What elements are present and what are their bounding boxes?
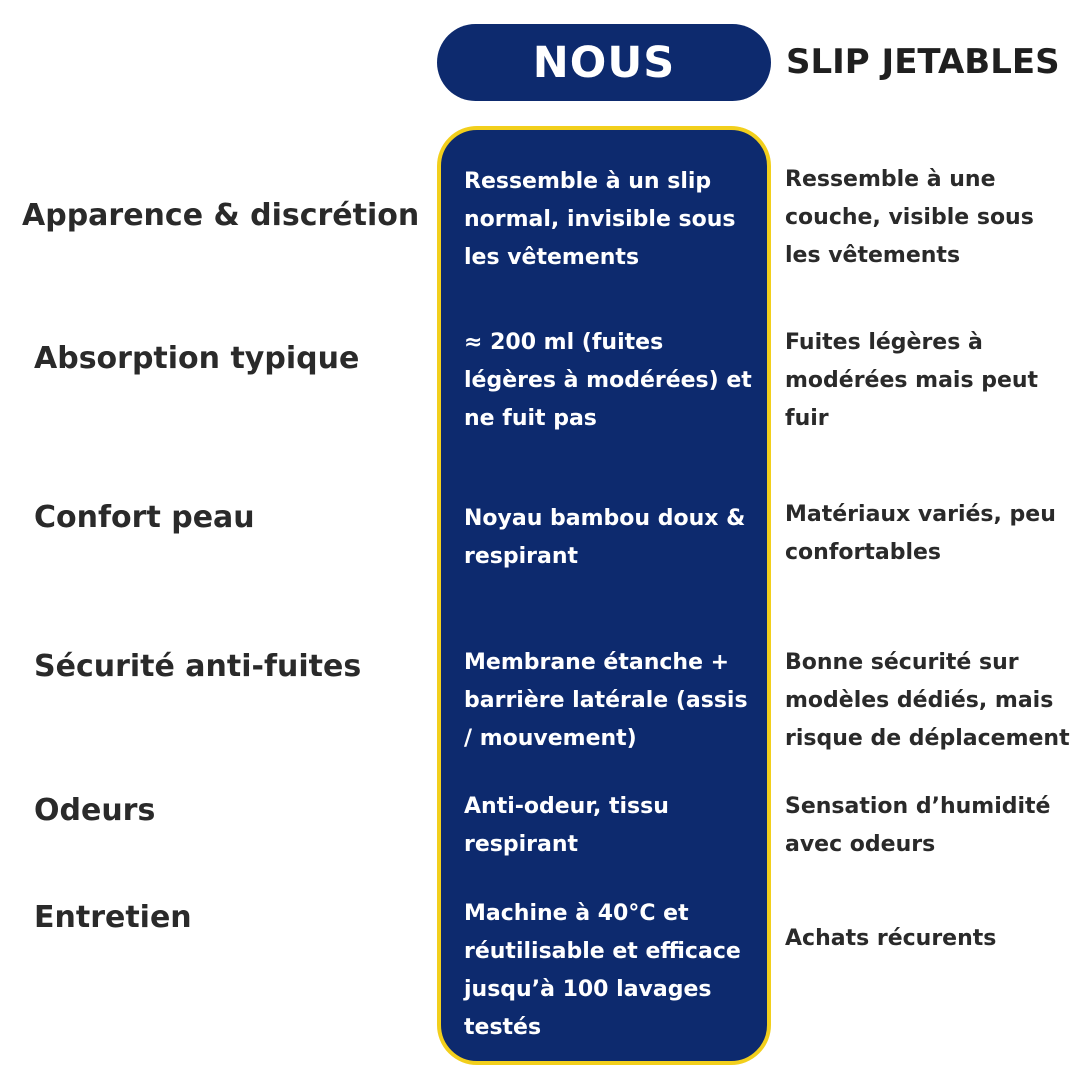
row-label-absorption: Absorption typique	[34, 341, 360, 376]
row-them-appearance: Ressemble à une couche, visible sous les vêtements	[785, 167, 1034, 268]
row-them-leak-safety: Bonne sécurité sur modèles dédiés, mais risque de déplacement	[785, 650, 1070, 751]
row-us-absorption: ≈ 200 ml (fuites légères à modérées) et ne fuit pas	[464, 330, 752, 431]
row-them-odors: Sensation d’humidité avec odeurs	[785, 794, 1051, 857]
header-nous-pill	[437, 24, 771, 101]
row-label-comfort: Confort peau	[34, 500, 255, 535]
row-us-appearance: Ressemble à un slip normal, invisible sous les vêtements	[464, 169, 736, 270]
row-them-absorption: Fuites légères à modérées mais peut fuir	[785, 330, 1039, 431]
row-us-comfort: Noyau bambou doux & respirant	[464, 506, 746, 569]
row-them-comfort: Matériaux variés, peu confortables	[785, 502, 1056, 565]
row-label-maintenance: Entretien	[34, 900, 192, 935]
row-label-leak-safety: Sécurité anti-fuites	[34, 649, 362, 684]
row-label-appearance: Apparence & discrétion	[22, 198, 420, 233]
header-nous-label: NOUS	[532, 37, 676, 88]
row-us-odors: Anti-odeur, tissu respirant	[464, 794, 669, 857]
row-us-leak-safety: Membrane étanche + barrière latérale (assis / mouvement)	[464, 650, 748, 751]
header-competitor-label: SLIP JETABLES	[786, 42, 1060, 82]
row-label-odors: Odeurs	[34, 793, 156, 828]
row-us-maintenance: Machine à 40°C et réutilisable et efficace jusqu’à 100 lavages testés	[464, 901, 741, 1040]
row-them-maintenance: Achats récurents	[785, 926, 997, 951]
